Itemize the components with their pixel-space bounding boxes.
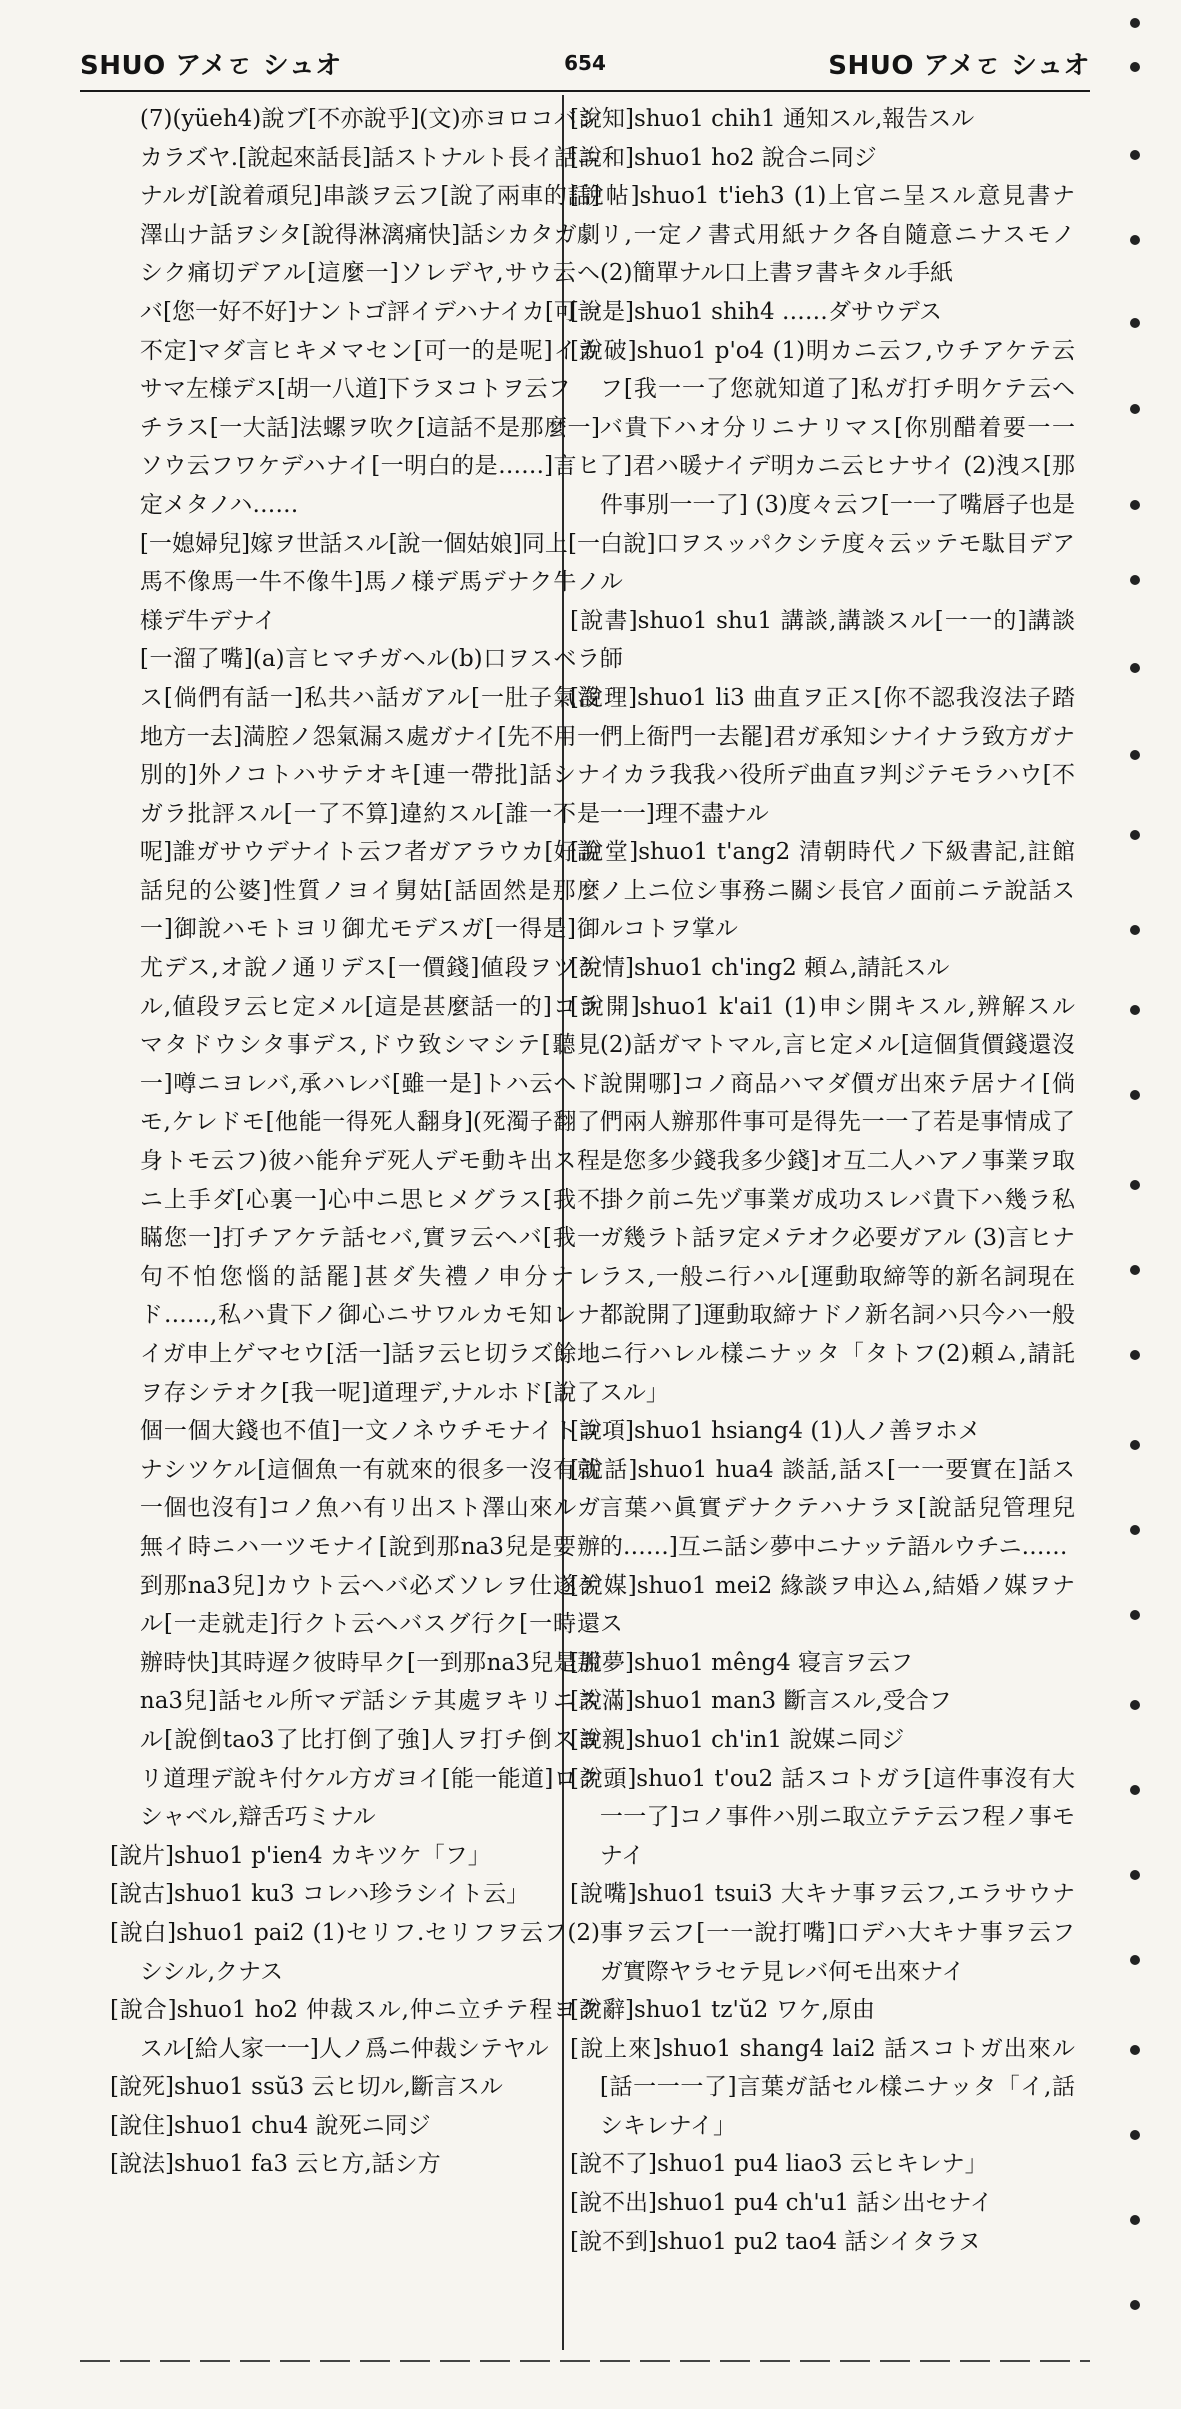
binding-hole (1130, 1610, 1140, 1620)
binding-hole (1130, 575, 1140, 585)
dictionary-entry: [說知]shuo1 chih1 通知スル,報告スル (570, 106, 975, 132)
dictionary-entry: [說破]shuo1 p'o4 (1)明カニ云フ,ウチアケテ云フ[我一一了您就知道了]私ガ打チ明ケテ云ヘバ貴下ハオ分リニナリマス[你別醋着要一一了]君ハ暖ナイデ明カニ云ヒナサイ (2)洩ス[那件事別一一了] (3)度々云フ[一一了嘴唇子也是白說]口ヲスッパクシテ度々云ッテモ駄目デアル (570, 337, 1075, 596)
right-column (570, 100, 1075, 2350)
binding-hole (1130, 1440, 1140, 1450)
dictionary-entry: [說夢]shuo1 mêng4 寝言ヲ云フ (570, 1649, 914, 1676)
header-rule (80, 90, 1090, 92)
binding-hole (1130, 2215, 1140, 2225)
dictionary-entry: [說不到]shuo1 pu2 tao4 話シイタラヌ (570, 2228, 982, 2255)
binding-hole (1130, 2130, 1140, 2140)
dictionary-entry: [說親]shuo1 ch'in1 說媒ニ同ジ (570, 1726, 905, 1753)
dictionary-entry: [說滿]shuo1 man3 斷言スル,受合フ (570, 1688, 952, 1715)
page-number: 654 (564, 51, 606, 75)
bottom-rule (80, 2360, 1090, 2362)
binding-hole (1130, 1180, 1140, 1190)
entry-continuation: チラス[一大話]法螺ヲ吹ク[這話不是那麼一]ソウ云フワケデハナイ[一明白的是……]言ヒ定メタノハ…… (139, 414, 600, 518)
dictionary-entry: [說帖]shuo1 t'ieh3 (1)上官ニ呈スル意見書ナリ,一定ノ書式用紙ナク各自隨意ニナスモノ (2)簡單ナル口上書ヲ書キタル手紙 (570, 183, 1075, 287)
dictionary-entry: [說不出]shuo1 pu4 ch'u1 話シ出セナイ (570, 2190, 993, 2217)
binding-hole (1130, 925, 1140, 935)
binding-hole (1130, 2045, 1140, 2055)
dictionary-entry: [說合]shuo1 ho2 仲裁スル,仲ニ立チテ程ヨクスル[給人家一一]人ノ爲ニ仲裁シテヤル (110, 1997, 600, 2062)
binding-hole (1130, 235, 1140, 245)
dictionary-entry: [說堂]shuo1 t'ang2 清朝時代ノ下級書記,註館ノ上ニ位シ事務ニ關シ長官ノ面前ニテ說話スルコトヲ掌ル (570, 839, 1075, 943)
binding-hole (1130, 18, 1140, 28)
binding-hole (1130, 150, 1140, 160)
dictionary-entry: [說古]shuo1 ku3 コレハ珍ラシイト云」 (110, 1881, 530, 1908)
dictionary-entry: [說媒]shuo1 mei2 緣談ヲ申込ム,結婚ノ媒ヲナス (570, 1572, 1075, 1638)
dictionary-entry: [說項]shuo1 hsiang4 (1)人ノ善ヲホメ (570, 1418, 981, 1445)
page-header (80, 38, 1090, 88)
binding-hole (1130, 663, 1140, 673)
binding-hole (1130, 2300, 1140, 2310)
dictionary-entry: [說和]shuo1 ho2 說合ニ同ジ (570, 144, 877, 171)
entry-continuation: [一溜了嘴](a)言ヒマチガヘル(b)口ヲスベラス[倘們有話一]私共ハ話ガアル[一肚子氣沒地方一去]満腔ノ怨氣漏ス處ガナイ[先不用一別的]外ノコトハサテオキ[連一帶批]話シナガラ批評スル[一了不算]違約スル[誰一不是呢]誰ガサウデナイト云フ者ガアラウカ[好說話兒的公婆]性質ノヨイ舅姑[話固然是那麼一]御說ハモトヨリ御尤モデスガ[一得是]御尤デス,オ說ノ通リデス[一價錢]値段ヲツケル,値段ヲ云ヒ定メル[這是甚麼話一的]コラマタドウシタ事デス,ドウ致シマシテ[聽見一]噂ニヨレバ,承ハレバ[雖一是]トハ云ヘドモ,ケレドモ[他能一得死人翻身](死濁子翻了身トモ云フ)彼ハ能弁デ死人デモ動キ出ス程ニ上手ダ[心裏一]心中ニ思ヒメグラス[我不瞞您一]打チアケテ話セバ,實ヲ云ヘバ[我一句不怕您惱的話罷]甚ダ失禮ノ申分ナレド……,私ハ貴下ノ御心ニサワルカモ知レナイガ申上ゲマセウ[活一]話ヲ云ヒ切ラズ餘地ヲ存シテオク[我一呢]道理デ,ナルホド[說了個一個大錢也不值]一文ノネウチモナイトコナシツケル[這個魚一有就來的很多一沒有就一個也沒有]コノ魚ハ有リ出スト澤山來ルガ無イ時ニハ一ツモナイ[說到那na3兒是要辦到那na3兒]カウト云ヘバ必ズソレヲ仕遂ゲル[一走就走]行クト云ヘバスグ行ク[一時還辦時快]其時遅ク彼時早ク[一到那na3兒是那na3兒]話セル所マデ話シテ其處ヲキリニスル[說倒tao3了比打倒了強]人ヲ打チ倒スヨリ道理デ說キ付ケル方ガヨイ[能一能道]ロクシャベル,辯舌巧ミナル (139, 646, 600, 1831)
binding-hole (1130, 1870, 1140, 1880)
dictionary-entry: [說情]shuo1 ch'ing2 頼ム,請託スル (570, 955, 950, 982)
dictionary-entry: [說是]shuo1 shih4 ……ダサウデス (570, 298, 942, 325)
dictionary-entry: [說辭]shuo1 tz'ŭ2 ワケ,原由 (570, 1997, 875, 2024)
dictionary-entry: [說法]shuo1 fa3 云ヒ方,話シ方 (110, 2151, 441, 2178)
dictionary-entry: [說嘴]shuo1 tsui3 大キナ事ヲ云フ,エラサウナ事ヲ云フ[一一說打嘴]口デハ大キナ事ヲ云フガ實際ヤラセテ見レバ何モ出來ナイ (570, 1881, 1075, 1985)
dictionary-entry: [說不了]shuo1 pu4 liao3 云ヒキレナ」 (570, 2151, 988, 2178)
left-column (110, 100, 600, 2350)
binding-hole (1130, 1350, 1140, 1360)
binding-hole (1130, 1525, 1140, 1535)
binding-holes (1130, 0, 1150, 2409)
binding-hole (1130, 500, 1140, 510)
binding-hole (1130, 1090, 1140, 1100)
dictionary-entry: [說住]shuo1 chu4 說死ニ同ジ (110, 2112, 431, 2139)
binding-hole (1130, 1785, 1140, 1795)
dictionary-entry: [說書]shuo1 shu1 講談,講談スル[一一的]講談師 (570, 607, 1075, 673)
dictionary-entry: [說話]shuo1 hua4 談話,話ス[一一要實在]話ス言葉ハ眞實デナクテハナラヌ[說話兒管理兒的……]互ニ話シ夢中ニナッテ語ルウチニ…… (570, 1456, 1075, 1560)
binding-hole (1130, 404, 1140, 414)
running-head-left: SHUO アメㄛ シュオ (80, 50, 342, 81)
binding-hole (1130, 750, 1140, 760)
binding-hole (1130, 1700, 1140, 1710)
dictionary-entry: [說上來]shuo1 shang4 lai2 話スコトガ出來ル[話一一一了]言葉ガ話セル樣ニナッタ「イ,話シキレナイ」 (570, 2035, 1075, 2139)
binding-hole (1130, 1955, 1140, 1965)
running-head-right: SHUO アメㄛ シュオ (828, 50, 1090, 81)
binding-hole (1130, 1005, 1140, 1015)
dictionary-entry: [說死]shuo1 ssŭ3 云ヒ切ル,斷言スル (110, 2074, 503, 2101)
entry-continuation: (7)(yüeh4)說ブ[不亦說乎](文)亦ヨロコバシカラズヤ.[說起來話長]話ストナルト長イ話ニナルガ[說着頑兒]串談ヲ云フ[說了兩車的話]澤山ナ話ヲシタ[說得淋漓痛快]話シカタガ劇シク痛切デアル[這麼一]ソレデヤ,サウ云ヘバ[您一好不好]ナントゴ評イデハナイカ[可一不定]マダ言ヒキメマセン[可一的是呢]イカサマ左様デス[胡一八道]下ラヌコトヲ云フ (139, 106, 600, 403)
dictionary-entry: [說開]shuo1 k'ai1 (1)申シ開キスル,辨解スル (2)話ガマトマル,言ヒ定メル[這個貨價錢還沒說開哪]コノ商品ハマダ價ガ出來テ居ナイ[倘們兩人辦那件事可是得先一一了若是事情成了是您多少錢我多少錢]オ互二人ハアノ事業ヲ取掛ク前ニ先ヅ事業ガ成功スレバ貴下ハ幾ラ私ガ幾ラト話ヲ定メテオク必要ガアル (3)言ヒナラス,一般ニ行ハル[運動取締等的新名詞現在都說開了]運動取締ナドノ新名詞ハ只今ハ一般ニ行ハレル樣ニナッタ「タトフ(2)頼ム,請託スル」 (570, 993, 1075, 1406)
dictionary-entry: [說片]shuo1 p'ien4 カキツケ「フ」 (110, 1842, 491, 1869)
dictionary-entry: [說理]shuo1 li3 曲直ヲ正ス[你不認我沒法子踏們上衙門一去罷]君ガ承知シナイナラ致方ガナイカラ我我ハ役所デ曲直ヲ判ジテモラハウ[不一一]理不盡ナル (570, 684, 1075, 827)
binding-hole (1130, 830, 1140, 840)
binding-hole (1130, 62, 1140, 72)
binding-hole (1130, 318, 1140, 328)
dictionary-entry: [說白]shuo1 pai2 (1)セリフ.セリフヲ云フ(2)シシル,クナス (110, 1919, 600, 1985)
dictionary-entry: [說頭]shuo1 t'ou2 話スコトガラ[這件事沒有大一一了]コノ事件ハ別ニ取立テテ云フ程ノ事モナイ (570, 1765, 1075, 1869)
binding-hole (1130, 1265, 1140, 1275)
entry-continuation: [一媳婦兒]嫁ヲ世話スル[說一個姑娘]同上[一馬不像馬一牛不像牛]馬ノ様デ馬デナク牛ノ様デ牛デナイ (139, 530, 600, 634)
